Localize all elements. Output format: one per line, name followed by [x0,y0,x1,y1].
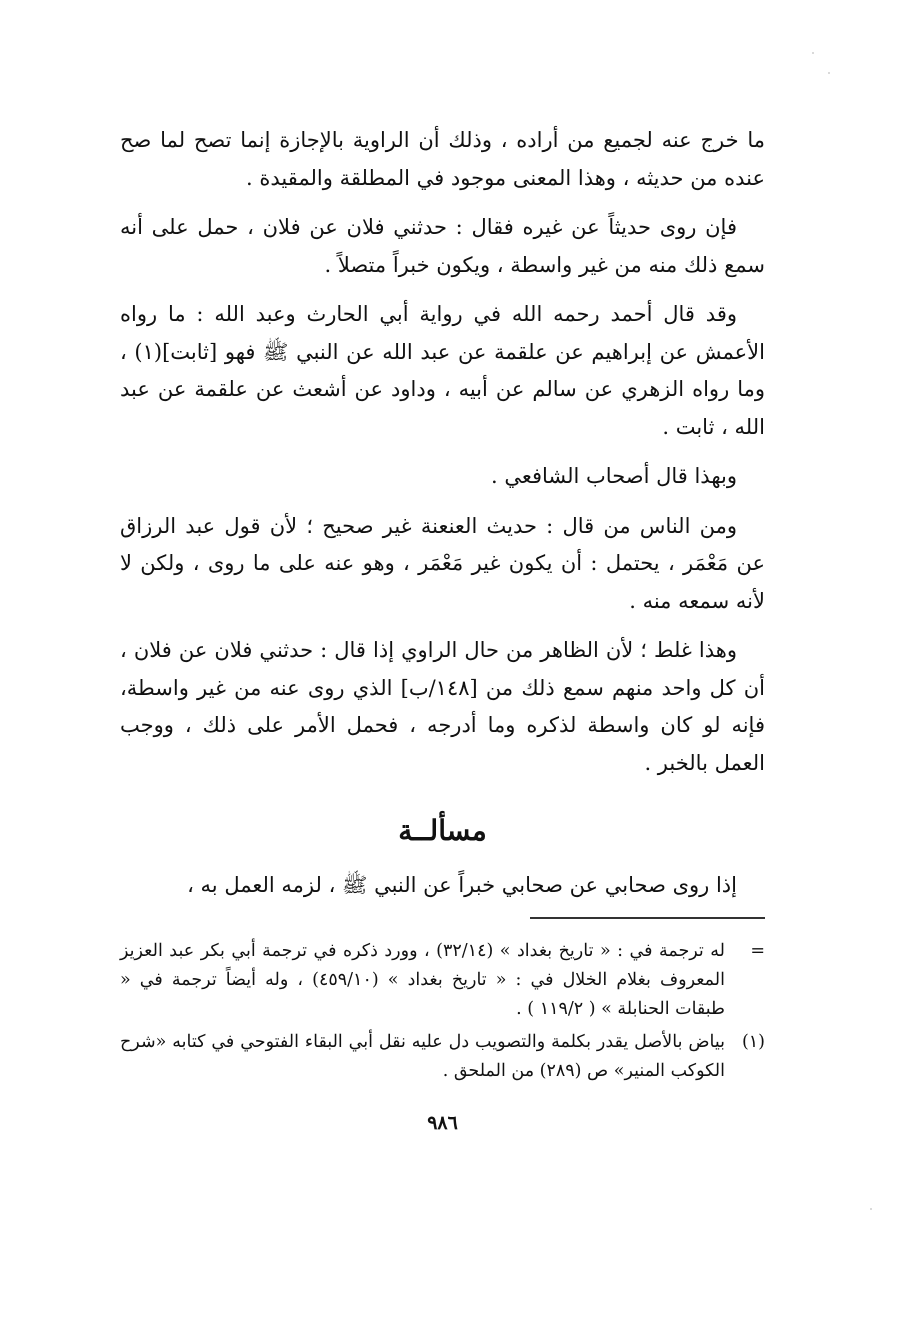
footnote-1 [120,1028,765,1086]
paragraph-shafii-view: وبهذا قال أصحاب الشافعي . [490,464,737,488]
paragraph-anana-objection: ومن الناس من قال : حديث العنعنة غير صحيح ؛ لأن قول عبد الرزاق عن مَعْمَر ، يحتمل : أن يكون غير مَعْمَر ، وهو عنه على ما روى ، ولكن لا لأنه سمعه منه . [120,513,765,613]
scan-speck [828,72,830,74]
book-page [120,122,765,1134]
paragraph-rebuttal: وهذا غلط ؛ لأن الظاهر من حال الراوي إذا قال : حدثني فلان عن فلان ، أن كل واحد منهم سمع ذلك من [١٤٨/ب] الذي روى عنه من غير واسطة، فإنه لو كان واسطة لذكره وما أدرجه ، فحمل الأمر على ذلك ، ووجب العمل بالخبر . [120,638,765,775]
paragraph-ijaza: ما خرج عنه لجميع من أراده ، وذلك أن الراوية بالإجازة إنما تصح لما صح عنده من حديثه ، وهذا المعنى موجود في المطلقة والمقيدة . [120,128,765,190]
paragraph-sahabi-narration: إذا روى صحابي عن صحابي خبراً عن النبي ﷺ ، لزمه العمل به ، [187,873,737,897]
footnote-continued [120,937,765,1024]
footnote-text: بياض بالأصل يقدر بكلمة والتصويب دل عليه نقل أبي البقاء الفتوحي في كتابه «شرح الكوكب المنير» ص (٢٨٩) من الملحق . [120,1031,726,1081]
scan-speck [812,52,814,54]
scan-speck [870,1208,872,1210]
page-number: ٩٨٦ [427,1111,458,1134]
paragraph-ahmad-quote: وقد قال أحمد رحمه الله في رواية أبي الحارث وعبد الله : ما رواه الأعمش عن إبراهيم عن علقمة عن عبد الله عن النبي ﷺ فهو [ثابت](١) ، وما رواه الزهري عن سالم عن أبيه ، وداود عن أشعث عن علقمة عن عبد الله ، ثابت . [120,302,765,439]
footnote-marker: = [750,940,765,961]
footnote-divider [530,917,765,919]
footnote-text: له ترجمة في : « تاريخ بغداد » (٣٢/١٤) ، وورد ذكره في ترجمة أبي بكر عبد العزيز المعروف بغلام الخلال في : « تاريخ بغداد » (٤٥٩/١٠) ، وله أيضاً ترجمة في « طبقات الحنابلة » ( ١١٩/٢ ) . [120,940,725,1019]
section-heading: مسألــة [398,814,487,847]
footnote-marker: (١) [741,1031,765,1052]
paragraph-hadith-narration: فإن روى حديثاً عن غيره فقال : حدثني فلان عن فلان ، حمل على أنه سمع ذلك منه من غير واسطة ، ويكون خبراً متصلاً . [120,215,765,277]
